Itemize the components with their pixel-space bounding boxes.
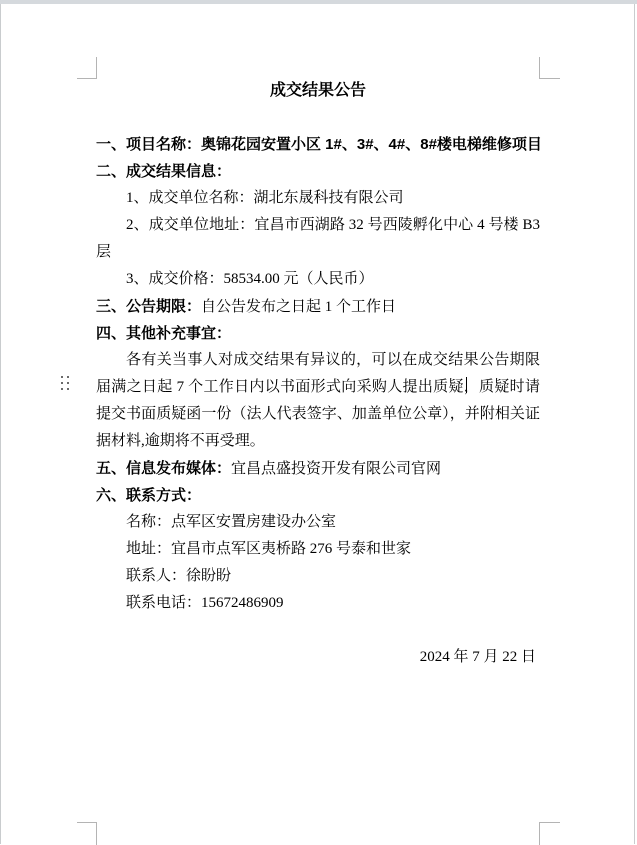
document-text-body[interactable] [96,77,540,671]
contact-phone-line[interactable]: 联系电话：15672486909 [126,595,284,611]
section-6-label: 六、联系方式： [96,487,202,504]
document-date[interactable]: 2024 年 7 月 22 日 [419,649,536,665]
drag-handle-icon[interactable] [61,376,69,390]
winner-price-line[interactable]: 3、成交价格：58534.00 元（人民币） [126,271,374,287]
section-5-value: 宜昌点盛投资开发有限公司官网 [231,461,442,477]
objection-paragraph[interactable]: 各有关当事人对成交结果有异议的，可以在成交结果公告期限届满之日起 7 个工作日内以书面形式向采购人提出质疑，质疑时请提交书面质疑函一份（法人代表签字、加盖单位公章），并附相关证据材料,逾期将不再受理。 [96,352,540,449]
contact-person-line[interactable]: 联系人：徐盼盼 [126,568,232,584]
section-1-project-name[interactable] [96,131,540,158]
section-5-media[interactable] [96,455,540,482]
window-top-strip [0,0,637,4]
section-4-heading[interactable] [96,320,540,347]
section-2-label: 二、成交结果信息： [96,163,232,180]
blank-line [96,104,540,131]
margin-crop-mark-top-right [539,57,560,79]
document-title[interactable]: 成交结果公告 [269,82,366,99]
page-right-edge [634,4,635,844]
section-5-label: 五、信息发布媒体： [96,460,232,477]
section-6-heading[interactable] [96,482,540,509]
page-left-edge [0,4,1,844]
winner-address-line[interactable]: 2、成交单位地址：宜昌市西湖路 32 号西陵孵化中心 4 号楼 B3 层 [96,217,540,260]
section-2-heading[interactable] [96,158,540,185]
margin-crop-mark-top-left [77,57,97,79]
contact-name-line[interactable]: 名称：点军区安置房建设办公室 [126,514,337,530]
section-1-value: 奥锦花园安置小区 1#、3#、4#、8#楼电梯维修项目 [201,136,542,153]
section-4-label: 四、其他补充事宜： [96,325,232,342]
blank-line [96,617,540,644]
section-3-value: 自公告发布之日起 1 个工作日 [201,299,397,315]
section-3-announcement-period[interactable] [96,293,540,320]
margin-crop-mark-bottom-left [77,822,97,845]
margin-crop-mark-bottom-right [539,822,560,845]
winner-name-line[interactable]: 1、成交单位名称：湖北东晟科技有限公司 [126,190,404,206]
contact-address-line[interactable]: 地址：宜昌市点军区夷桥路 276 号泰和世家 [126,541,412,557]
section-1-label: 一、项目名称： [96,136,202,153]
section-3-label: 三、公告期限： [96,298,202,315]
